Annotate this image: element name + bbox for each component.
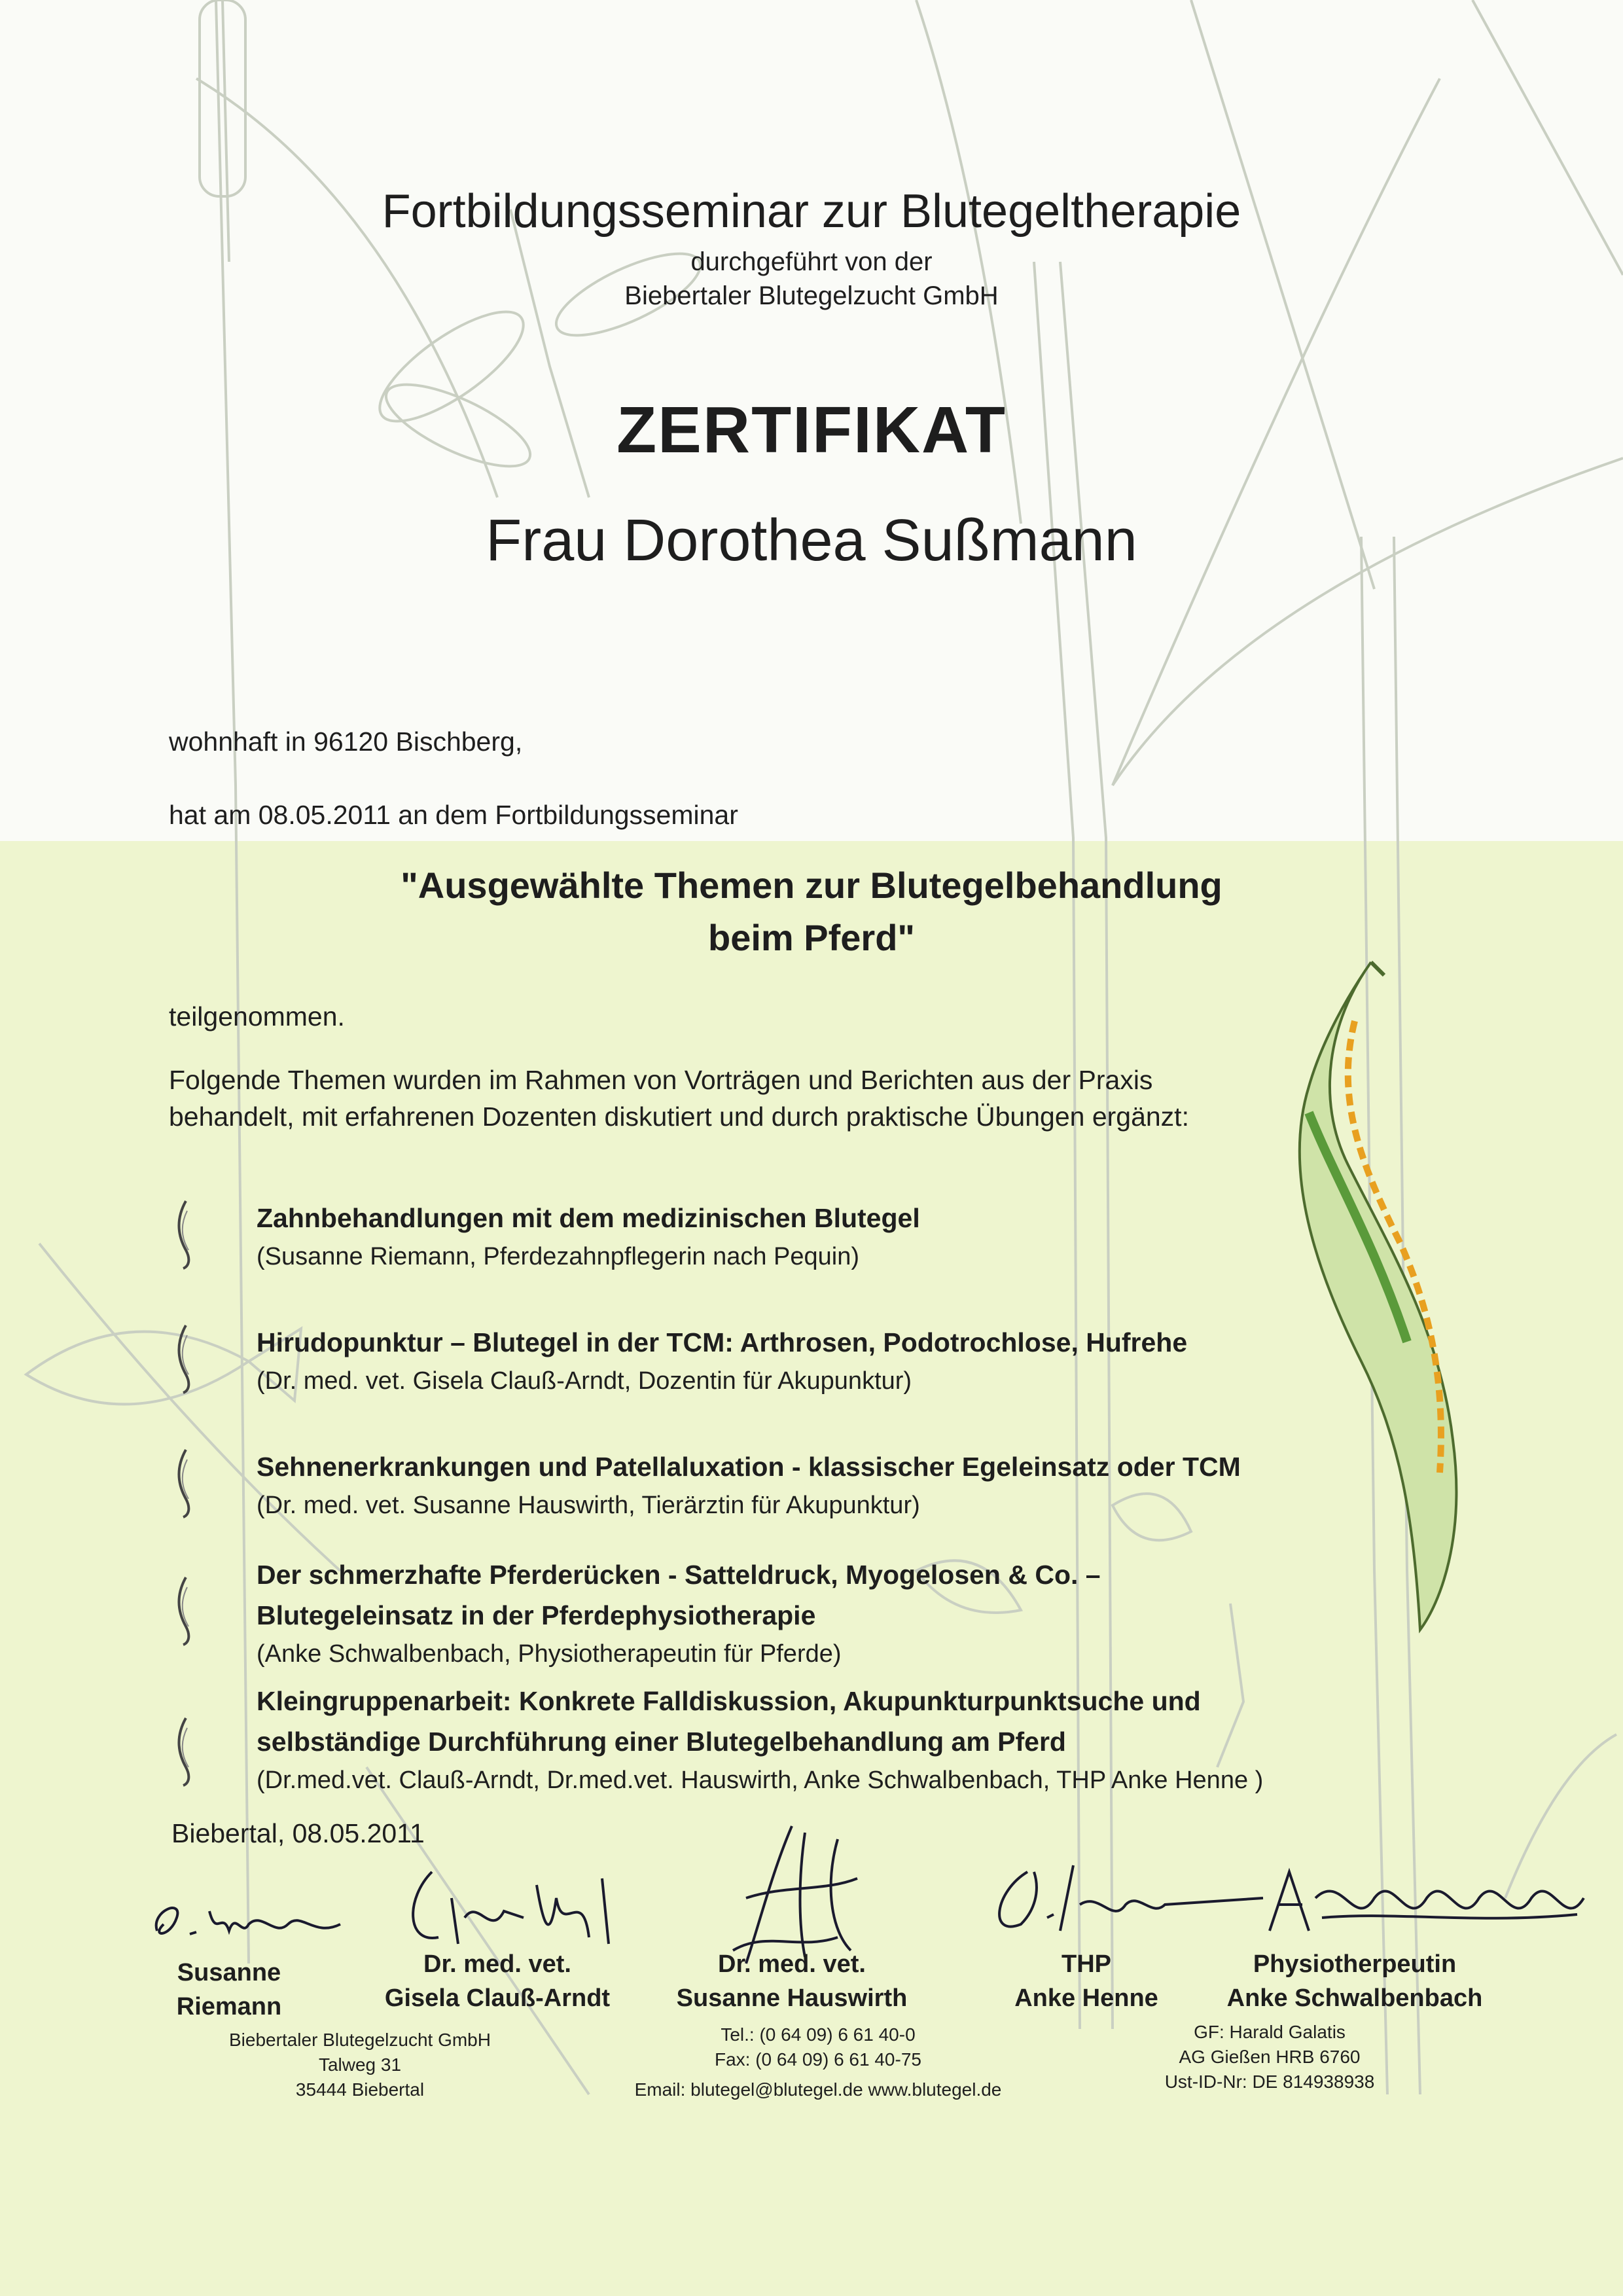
topic-item	[257, 1322, 1533, 1399]
seminar-title: Fortbildungsseminar zur Blutegeltherapie	[382, 185, 1241, 238]
conducted-by-line: durchgeführt von der	[690, 247, 933, 276]
footer-fax: Fax: (0 64 09) 6 61 40-75	[715, 2049, 921, 2070]
signatory-henne	[982, 1947, 1191, 2015]
signatory-hauswirth	[654, 1947, 929, 2015]
signature-schwalbenbach	[1263, 1859, 1590, 1944]
place-date: Biebertal, 08.05.2011	[171, 1818, 425, 1848]
intro-line-1: Folgende Themen wurden im Rahmen von Vorträgen und Berichten aus der Praxis	[169, 1065, 1153, 1095]
leech-drawing	[1300, 962, 1457, 1630]
footer-company-info	[1086, 2020, 1453, 2094]
footer-register: AG Gießen HRB 6760	[1179, 2047, 1361, 2067]
leech-bullet-icon	[171, 1446, 198, 1518]
leech-bullet-icon	[171, 1198, 198, 1270]
signatory-line1: Susanne	[177, 1959, 281, 1986]
leech-bullet-icon	[171, 1574, 198, 1646]
signature-riemann	[144, 1885, 353, 1957]
organizer-name: Biebertaler Blutegelzucht GmbH	[624, 281, 999, 310]
recipient-name: Frau Dorothea Sußmann	[486, 508, 1137, 573]
footer-managing-director: GF: Harald Galatis	[1194, 2022, 1346, 2042]
signatory-line1: Dr. med. vet.	[718, 1950, 866, 1978]
footer-company: Biebertaler Blutegelzucht GmbH	[229, 2030, 491, 2050]
signatory-line2: Gisela Clauß-Arndt	[384, 1984, 611, 2012]
course-title-line2: beim Pferd"	[708, 917, 915, 958]
signatory-line2: Riemann	[176, 1993, 282, 2020]
footer-email-web[interactable]: Email: blutegel@blutegel.de www.blutegel.de	[634, 2079, 1002, 2100]
signatory-line1: Dr. med. vet.	[423, 1950, 571, 1978]
signatory-clauss-arndt	[366, 1947, 628, 2015]
attendance-line: hat am 08.05.2011 an dem Fortbildungsseminar	[169, 800, 738, 830]
footer-phone: Tel.: (0 64 09) 6 61 40-0	[721, 2024, 916, 2045]
footer-street: Talweg 31	[318, 2054, 402, 2075]
topic-item	[257, 1681, 1533, 1799]
leech-bullet-icon	[171, 1715, 198, 1787]
participation-line: teilgenommen.	[169, 1001, 345, 1031]
footer-vat-id: Ust-ID-Nr: DE 814938938	[1164, 2072, 1375, 2092]
signature-henne	[982, 1852, 1270, 1950]
signatory-line1: THP	[1061, 1950, 1111, 1978]
signatory-line2: Anke Schwalbenbach	[1226, 1984, 1483, 2012]
topic-speaker: (Susanne Riemann, Pferdezahnpflegerin nach Pequin)	[257, 1243, 860, 1270]
topic-speaker: (Anke Schwalbenbach, Physiotherapeutin für Pferde)	[257, 1640, 842, 1668]
residence-line: wohnhaft in 96120 Bischberg,	[169, 726, 523, 757]
intro-line-2: behandelt, mit erfahrenen Dozenten diskutiert und durch praktische Übungen ergänzt:	[169, 1102, 1189, 1132]
footer-address	[177, 2028, 543, 2102]
topic-title: Der schmerzhafte Pferderücken - Satteldruck, Myogelosen & Co. –	[257, 1560, 1101, 1590]
topic-item	[257, 1446, 1533, 1524]
topic-item	[257, 1554, 1533, 1672]
certificate-title: ZERTIFIKAT	[616, 393, 1007, 467]
topic-title-continued: Blutegeleinsatz in der Pferdephysiotherapie	[257, 1600, 816, 1630]
topic-item	[257, 1198, 1533, 1275]
topic-title-continued: selbständige Durchführung einer Blutegelbehandlung am Pferd	[257, 1727, 1066, 1757]
topic-title: Hirudopunktur – Blutegel in der TCM: Arthrosen, Podotrochlose, Hufrehe	[257, 1327, 1188, 1357]
topic-title: Zahnbehandlungen mit dem medizinischen Blutegel	[257, 1203, 920, 1233]
footer-city: 35444 Biebertal	[295, 2079, 425, 2100]
topic-speaker: (Dr.med.vet. Clauß-Arndt, Dr.med.vet. Hauswirth, Anke Schwalbenbach, THP Anke Henne )	[257, 1767, 1264, 1794]
signatory-line2: Susanne Hauswirth	[676, 1984, 908, 2012]
topic-title: Sehnenerkrankungen und Patellaluxation - klassischer Egeleinsatz oder TCM	[257, 1452, 1241, 1482]
signatory-line1: Physiotherpeutin	[1253, 1950, 1457, 1978]
topic-title: Kleingruppenarbeit: Konkrete Falldiskussion, Akupunkturpunktsuche und	[257, 1686, 1201, 1716]
signatory-schwalbenbach	[1217, 1947, 1492, 2015]
topic-speaker: (Dr. med. vet. Gisela Clauß-Arndt, Dozentin für Akupunktur)	[257, 1367, 912, 1395]
course-title-line1: "Ausgewählte Themen zur Blutegelbehandlung	[401, 865, 1222, 906]
topic-speaker: (Dr. med. vet. Susanne Hauswirth, Tierärztin für Akupunktur)	[257, 1492, 920, 1519]
leech-bullet-icon	[171, 1322, 198, 1394]
footer-contact	[589, 2022, 1047, 2102]
signatory-line2: Anke Henne	[1014, 1984, 1158, 2012]
signatory-riemann	[131, 1956, 327, 2024]
